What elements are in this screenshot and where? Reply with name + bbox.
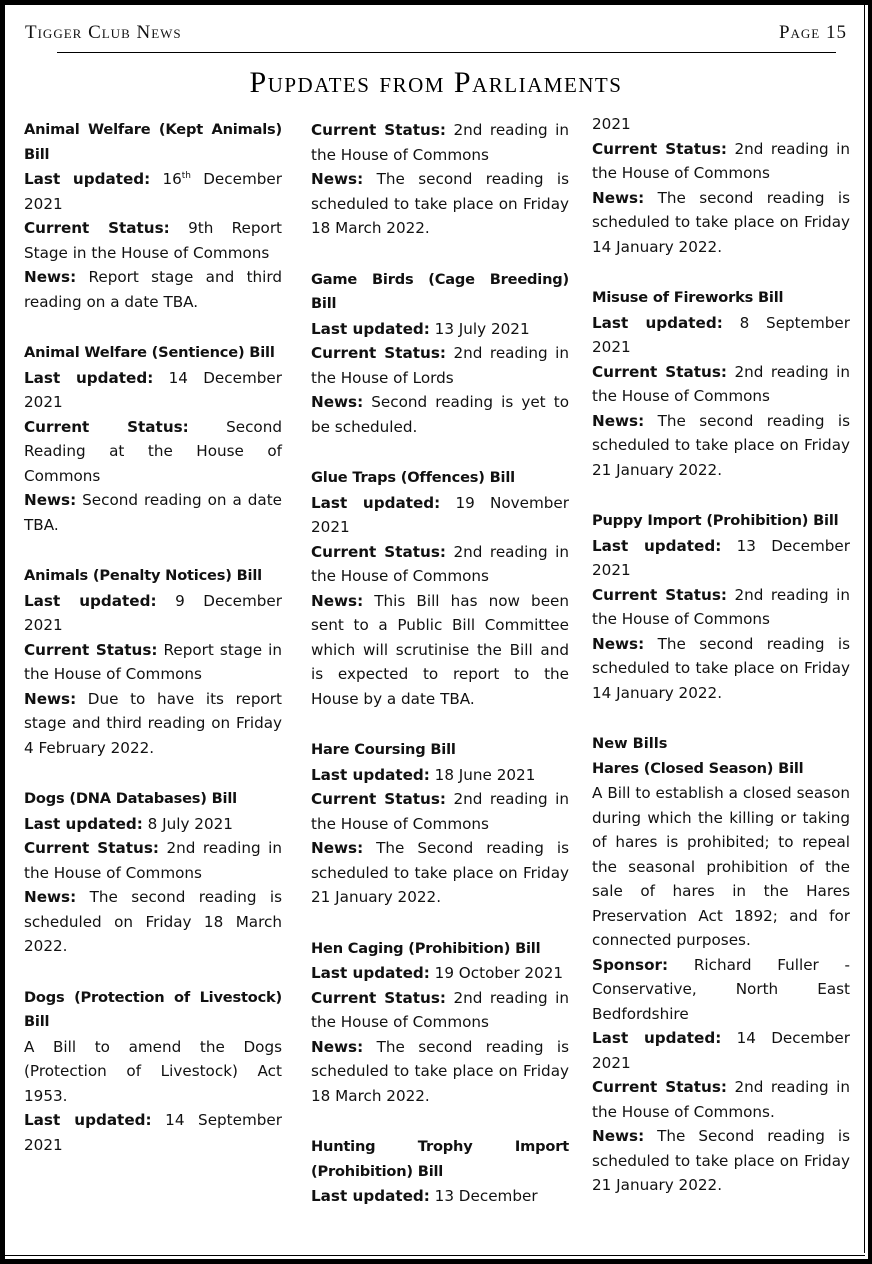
column-2 [311,118,569,1236]
bill-title: Game Birds (Cage Breeding) Bill [311,270,569,312]
column-3 [592,112,850,1225]
new-bills-section [592,732,850,1198]
last-updated: Last updated: 18 June 2021 [311,765,536,784]
news: News: The Second reading is scheduled to take place on Friday 21 January 2022. [592,1127,850,1194]
current-status: Current Status: 2nd reading in the House of Commons [592,139,850,182]
last-updated: Last updated: 14 December 2021 [592,1029,850,1072]
bill-entry [24,787,282,959]
bill-title: Hunting Trophy Import (Prohibition) Bill [311,1138,569,1180]
page-title: Pupdates from Parliaments [249,66,623,99]
last-updated: Last updated: 16th December 2021 [24,170,282,213]
bill-title: Misuse of Fireworks Bill [592,289,784,306]
last-updated-label: Last updated: [24,170,151,188]
current-status: Current Status: 2nd reading in the House of Lords [311,344,569,387]
bill-title: Dogs (Protection of Livestock) Bill [24,988,282,1030]
bill-entry [24,986,282,1158]
bill-title: Puppy Import (Prohibition) Bill [592,512,839,529]
current-status: Current Status: 2nd reading in the House of Commons [592,585,850,628]
sponsor-label: Sponsor: [592,955,669,974]
bill-title: Glue Traps (Offences) Bill [311,469,515,486]
bill-title: Animal Welfare (Kept Animals) Bill [24,121,282,163]
news: News: The second reading is scheduled to take place on Friday 21 January 2022. [592,411,850,479]
bill-entry [311,937,569,1109]
news: News: Due to have its report stage and third reading on Friday 4 February 2022. [24,689,282,757]
current-status: Current Status: 2nd reading in the House of Commons [24,839,282,882]
bill-title: Animal Welfare (Sentience) Bill [24,344,275,361]
frame-border-right-outer [868,0,872,1264]
last-updated: Last updated: 9 December 2021 [24,591,283,634]
news-label: News: [24,268,77,286]
news: News: Second reading is yet to be scheduled. [311,393,569,436]
news: News: The Second reading is scheduled to take place on Friday 21 January 2022. [311,839,569,906]
current-status: Current Status: 2nd reading in the House of Commons [592,362,850,405]
current-status: Current Status: Second Reading at the House of Commons [24,417,282,485]
bill-title: Animals (Penalty Notices) Bill [24,567,262,584]
bill-entry [592,286,850,482]
last-updated: Last updated: 13 December 2021 [592,536,850,579]
bill-entry-continued [592,112,850,259]
last-updated: Last updated: 13 July 2021 [311,319,530,338]
header-rule [57,52,836,53]
last-updated: Last updated: 19 October 2021 [311,964,564,982]
bill-entry [311,466,569,711]
bill-entry [24,564,282,760]
bill-entry [24,341,282,537]
publication-name: Tigger Club News [25,22,182,43]
bill-entry [311,738,569,910]
current-status: Current Status: 9th Report Stage in the House of Commons [24,219,283,262]
news: News: The second reading is scheduled to take place on Friday 14 January 2022. [592,188,850,256]
last-updated: Last updated: 14 September 2021 [24,1111,283,1154]
news: News: Report stage and third reading on a date TBA. [24,268,283,311]
current-status: Current Status: 2nd reading in the House of Commons. [592,1078,850,1121]
bill-description: A Bill to amend the Dogs (Protection of Livestock) Act 1953. [24,1037,282,1105]
news: News: This Bill has now been sent to a Public Bill Committee which will scrutinise the Bill and is expected to report to the House by a date TBA. [311,591,570,708]
news: News: The second reading is scheduled to take place on Friday 14 January 2022. [592,634,850,702]
page-number: Page 15 [778,22,847,43]
last-updated: Last updated: 14 December 2021 [24,368,282,411]
current-status: Current Status: 2nd reading in the House of Commons [311,121,569,164]
bill-description: A Bill to establish a closed season during which the killing or taking of hares is prohibited; to repeal the seasonal prohibition of the sale of hares in the Hares Preservation Act 1892; and for connected purposes. [592,784,850,949]
news: News: The second reading is scheduled to take place on Friday 18 March 2022. [311,1037,569,1105]
current-status: Current Status: 2nd reading in the House of Commons [311,988,569,1031]
last-updated: Last updated: 8 July 2021 [24,814,233,833]
current-status: Current Status: 2nd reading in the House of Commons [311,542,569,585]
frame-border-bottom-outer [0,1259,872,1264]
frame-border-bottom-inner [5,1255,865,1256]
last-updated: Last updated: 8 September 2021 [592,313,850,356]
current-status: Current Status: Report stage in the House of Commons [24,640,282,683]
sponsor: Sponsor: Richard Fuller - Conservative, North East Bedfordshire [592,955,850,1023]
current-status: Current Status: 2nd reading in the House of Commons [311,790,569,833]
column-1 [24,118,282,1184]
last-updated: Last updated: 13 December [311,1187,538,1205]
bill-entry-continued [311,118,569,241]
new-bills-heading: New Bills [592,735,668,752]
news: News: The second reading is scheduled on Friday 18 March 2022. [24,888,282,955]
bill-title: Hen Caging (Prohibition) Bill [311,939,541,957]
bill-entry [311,1135,569,1209]
bill-entry [311,268,569,440]
bill-title: Dogs (DNA Databases) Bill [24,790,237,807]
last-updated: Last updated: 19 November 2021 [311,493,569,536]
news: News: Second reading on a date TBA. [24,491,282,534]
last-updated-continued: 2021 [592,115,631,133]
bill-title: Hare Coursing Bill [311,741,456,758]
frame-border-right-inner [864,5,865,1253]
bill-entry [24,118,282,314]
status-label: Current Status: [24,219,170,237]
bill-title: Hares (Closed Season) Bill [592,759,804,777]
news: News: The second reading is scheduled to take place on Friday 18 March 2022. [311,170,569,237]
bill-entry [592,509,850,705]
running-header [25,22,847,44]
